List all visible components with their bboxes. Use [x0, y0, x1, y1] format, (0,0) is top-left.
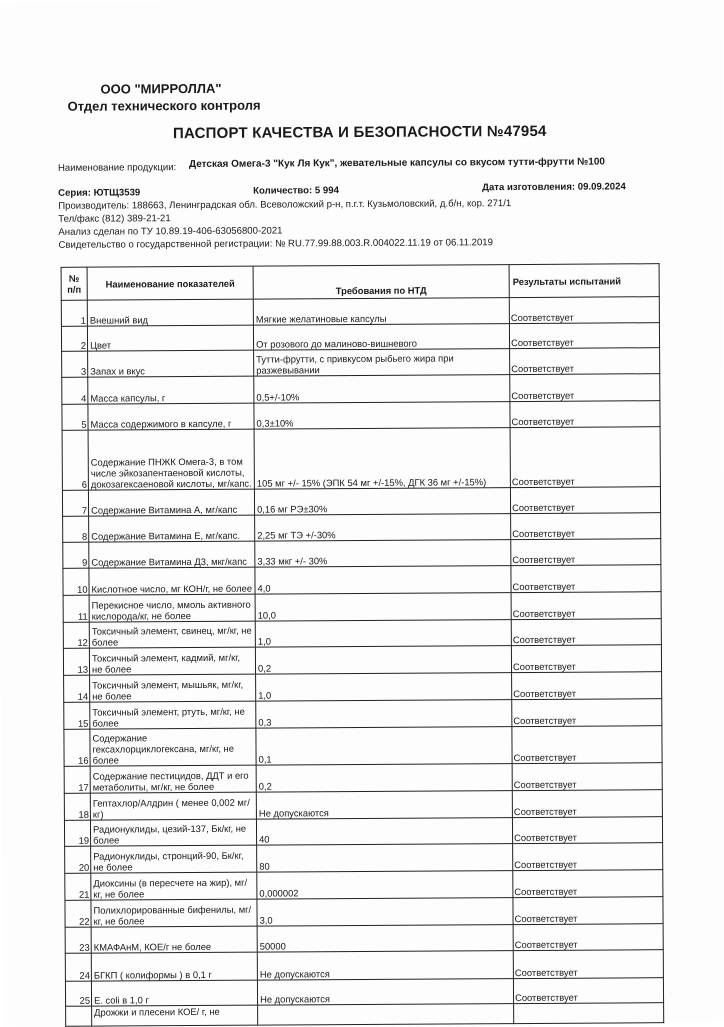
requirement-value: 105 мг +/- 15% (ЭПК 54 мг +/-15%, ДГК 36 мг +/-15%) — [254, 428, 510, 490]
row-number: 8 — [63, 516, 89, 542]
table-row — [62, 487, 660, 517]
indicator-name: E. coli в 1,0 г — [91, 980, 257, 1006]
row-number: 2 — [61, 326, 87, 351]
indicator-name: БГКП ( колиформы ) в 0,1 г — [91, 952, 257, 981]
table-row — [65, 897, 663, 928]
requirement-value: 40 — [256, 818, 512, 846]
test-result: Соответствует — [511, 565, 661, 593]
row-number: 5 — [62, 404, 88, 430]
product-label: Наименование продукции: — [57, 162, 177, 174]
row-number: 23 — [65, 927, 91, 953]
requirement-value: 3,33 мкг +/- 30% — [255, 540, 511, 568]
requirement-value: Не допускаются — [257, 951, 513, 981]
indicator-name: Кислотное число, мг КОН/г, не более — [89, 567, 255, 595]
test-result: Соответствует — [511, 539, 661, 566]
test-result: Соответствует — [513, 843, 663, 871]
company-name: ООО "МИРРОЛЛА" — [100, 80, 222, 97]
test-result: Соответствует — [511, 619, 661, 646]
indicator-name: Токсичный элемент, мышьяк, мг/кг, не более — [90, 674, 256, 702]
test-result: Соответствует — [512, 726, 662, 764]
indicator-name: Содержание Витамина Д3, мкг/капс — [89, 541, 255, 568]
indicator-name: Масса капсулы, г — [88, 376, 254, 404]
test-result: Соответствует — [510, 348, 660, 375]
requirement-value: 3,0 — [257, 898, 513, 927]
header-results: Результаты испытаний — [509, 264, 659, 298]
indicator-name: КМАФАнМ, КОЕ/г не более — [91, 926, 257, 953]
requirement-value: 0,1 — [256, 727, 512, 766]
test-result: Соответствует — [512, 699, 662, 727]
indicator-name: Гептахлор/Алдрин ( менее 0,002 мг/кг) — [90, 792, 256, 820]
requirement-value: 4,0 — [255, 566, 511, 595]
row-number: 14 — [64, 675, 90, 702]
table-row — [65, 924, 663, 954]
requirement-value: 0,3±10% — [254, 402, 510, 430]
requirement-value: Не допускаются — [256, 791, 512, 820]
indicator-name: Дрожжи и плесени КОЕ/ г, не — [92, 1005, 258, 1026]
requirement-value: 2,25 мг ТЭ +/-30% — [255, 514, 511, 542]
test-result: Соответствует — [510, 401, 660, 428]
manufacturer-address: Производитель: 188663, Ленинградская обл. Всеволожский р-н, п.г.т. Кузьмоловский, д.б/н, кор. 271/1 — [58, 198, 512, 212]
document-title: ПАСПОРТ КАЧЕСТВА И БЕЗОПАСНОСТИ №47954 — [172, 122, 547, 143]
test-result: Соответствует — [511, 592, 661, 620]
table-row — [63, 592, 661, 623]
row-number: 20 — [65, 846, 91, 873]
test-results-table — [61, 263, 665, 1027]
test-result: Соответствует — [513, 950, 663, 979]
indicator-name: Токсичный элемент, свинец, мг/кг, не более — [89, 621, 255, 648]
requirement-value: 0,16 мг РЭ±30% — [254, 488, 510, 516]
table-row — [64, 699, 662, 730]
requirement-value: 0,2 — [256, 764, 512, 793]
table-row — [62, 401, 660, 431]
row-number: 3 — [62, 351, 88, 377]
header-number: № п/п — [61, 267, 87, 300]
registration-certificate: Свидетельство о государственной регистрации: № RU.77.99.88.003.R.004022.11.19 от 06.11.2019 — [58, 237, 494, 251]
row-number: 10 — [63, 568, 89, 595]
row-number: 11 — [63, 595, 89, 622]
row-number: 1 — [61, 300, 87, 326]
requirement-value: 10,0 — [255, 593, 511, 622]
test-result: Соответствует — [512, 790, 662, 818]
table-row — [63, 513, 661, 543]
table-row — [62, 374, 660, 405]
product-name: Детская Омега-3 "Кук Ля Кук", жевательные капсулы со вкусом тутти-фрутти №100 — [188, 156, 606, 171]
table-row — [63, 645, 661, 676]
requirement-value: 80 — [257, 844, 513, 873]
row-number: 9 — [63, 542, 89, 568]
phone-fax: Тел/факс (812) 389-21-21 — [58, 213, 171, 225]
indicator-name: Масса содержимого в капсуле, г — [88, 403, 254, 430]
table-row — [63, 565, 661, 596]
indicator-name: Радионуклиды, стронций-90, Бк/кг, не более — [91, 845, 257, 873]
table-row — [66, 1003, 664, 1027]
requirement-value: 1,0 — [256, 673, 512, 702]
test-result: Соответствует — [513, 924, 663, 951]
row-number: 15 — [64, 702, 90, 729]
table-row — [61, 297, 659, 327]
header-requirements: Требования по НТД — [253, 265, 509, 300]
indicator-name: Перекисное число, ммоль активного кислорода/кг, не более — [89, 594, 255, 622]
table-header-row — [61, 264, 659, 301]
test-result: Соответствует — [510, 427, 660, 488]
requirement-value: 0,2 — [255, 646, 511, 675]
row-number: 21 — [65, 873, 91, 900]
table-row — [65, 950, 663, 982]
header-indicator: Наименование показателей — [87, 266, 253, 300]
table-row — [64, 763, 662, 794]
table-row — [63, 619, 661, 649]
indicator-name: Запах и вкус — [88, 350, 254, 377]
series-number: Серия: ЮТЩ3539 — [58, 187, 141, 199]
requirement-value: 1,0 — [255, 620, 511, 648]
row-number: 22 — [65, 900, 91, 927]
test-result: Соответствует — [513, 870, 663, 898]
row-number: 7 — [62, 490, 88, 516]
requirement-value: 0,5+/-10% — [254, 375, 510, 404]
indicator-name: Диоксины (в пересчете на жир), мг/кг, не более — [91, 872, 257, 900]
indicator-name: Содержание Витамина Е, мг/капс. — [89, 515, 255, 542]
row-number: 16 — [64, 729, 90, 766]
indicator-name: Токсичный элемент, ртуть, мг/кг, не более — [90, 701, 256, 729]
requirement-value: От розового до малиново-вишневого — [253, 324, 509, 351]
row-number: 13 — [63, 648, 89, 675]
analysis-standard: Анализ сделан по ТУ 10.89.19-406-63056800-2021 — [58, 225, 283, 238]
table-row — [62, 427, 660, 491]
test-result: Соответствует — [510, 487, 660, 514]
table-row — [62, 348, 660, 378]
requirement-value: Мягкие желатиновые капсулы — [253, 298, 509, 326]
department-name: Отдел технического контроля — [67, 97, 261, 114]
table-row — [64, 726, 662, 767]
table-row — [63, 539, 661, 569]
test-result: Соответствует — [512, 672, 662, 700]
requirement-value: 0,000002 — [257, 871, 513, 900]
row-number: 4 — [62, 377, 88, 404]
row-number: 12 — [63, 622, 89, 648]
indicator-name: Содержание пестицидов, ДДТ и его метаболиты, мг/кг, не более — [90, 765, 256, 793]
test-result: Соответствует — [512, 763, 662, 791]
row-number: 25 — [65, 981, 91, 1006]
row-number: 18 — [64, 793, 90, 820]
table-row — [65, 843, 663, 874]
requirement-value: 0,3 — [256, 700, 512, 729]
row-number: 17 — [64, 766, 90, 793]
requirement-value: Не допускаются — [257, 979, 513, 1006]
test-result: Соответствует — [513, 978, 663, 1004]
indicator-name: Внешний вид — [87, 299, 253, 326]
test-result: Соответствует — [512, 817, 662, 844]
indicator-name: Радионуклиды, цезий-137, Бк/кг, не более — [90, 819, 256, 846]
table-row — [61, 323, 659, 352]
row-number: 19 — [64, 820, 90, 846]
test-result: Соответствует — [510, 374, 660, 402]
requirement-value: 50000 — [257, 925, 513, 953]
requirement-value: Тутти-фрутти, с привкусом рыбьего жира при разжевывании — [254, 349, 510, 377]
table-row — [64, 672, 662, 703]
table-row — [64, 790, 662, 821]
row-number: 6 — [62, 430, 88, 490]
row-number: 24 — [65, 953, 91, 981]
table-row — [65, 978, 663, 1007]
indicator-name: Цвет — [87, 325, 253, 351]
test-result: Соответствует — [513, 897, 663, 925]
indicator-name: Содержание Витамина А, мг/капс — [88, 489, 254, 516]
manufacture-date: Дата изготовления: 09.09.2024 — [482, 181, 626, 194]
requirement-value — [258, 1004, 514, 1026]
test-result: Соответствует — [509, 323, 659, 349]
indicator-name: Содержание гексахлорциклогексана, мг/кг, не более — [90, 728, 256, 766]
quantity: Количество: 5 994 — [253, 185, 339, 197]
table-row — [65, 870, 663, 901]
test-result: Соответствует — [511, 645, 661, 673]
test-result — [514, 1003, 664, 1024]
test-result: Соответствует — [509, 297, 659, 324]
indicator-name: Содержание ПНЖК Омега-3, в том числе эйкозапентаеновой кислоты, докозагексаеновой кислоты, мг/капс. — [88, 429, 254, 490]
table-row — [64, 817, 662, 847]
row-number — [66, 1006, 92, 1026]
test-result: Соответствует — [511, 513, 661, 540]
indicator-name: Полихлорированные бифенилы, мг/кг, не более — [91, 899, 257, 927]
indicator-name: Токсичный элемент, кадмий, мг/кг, не более — [89, 647, 255, 675]
